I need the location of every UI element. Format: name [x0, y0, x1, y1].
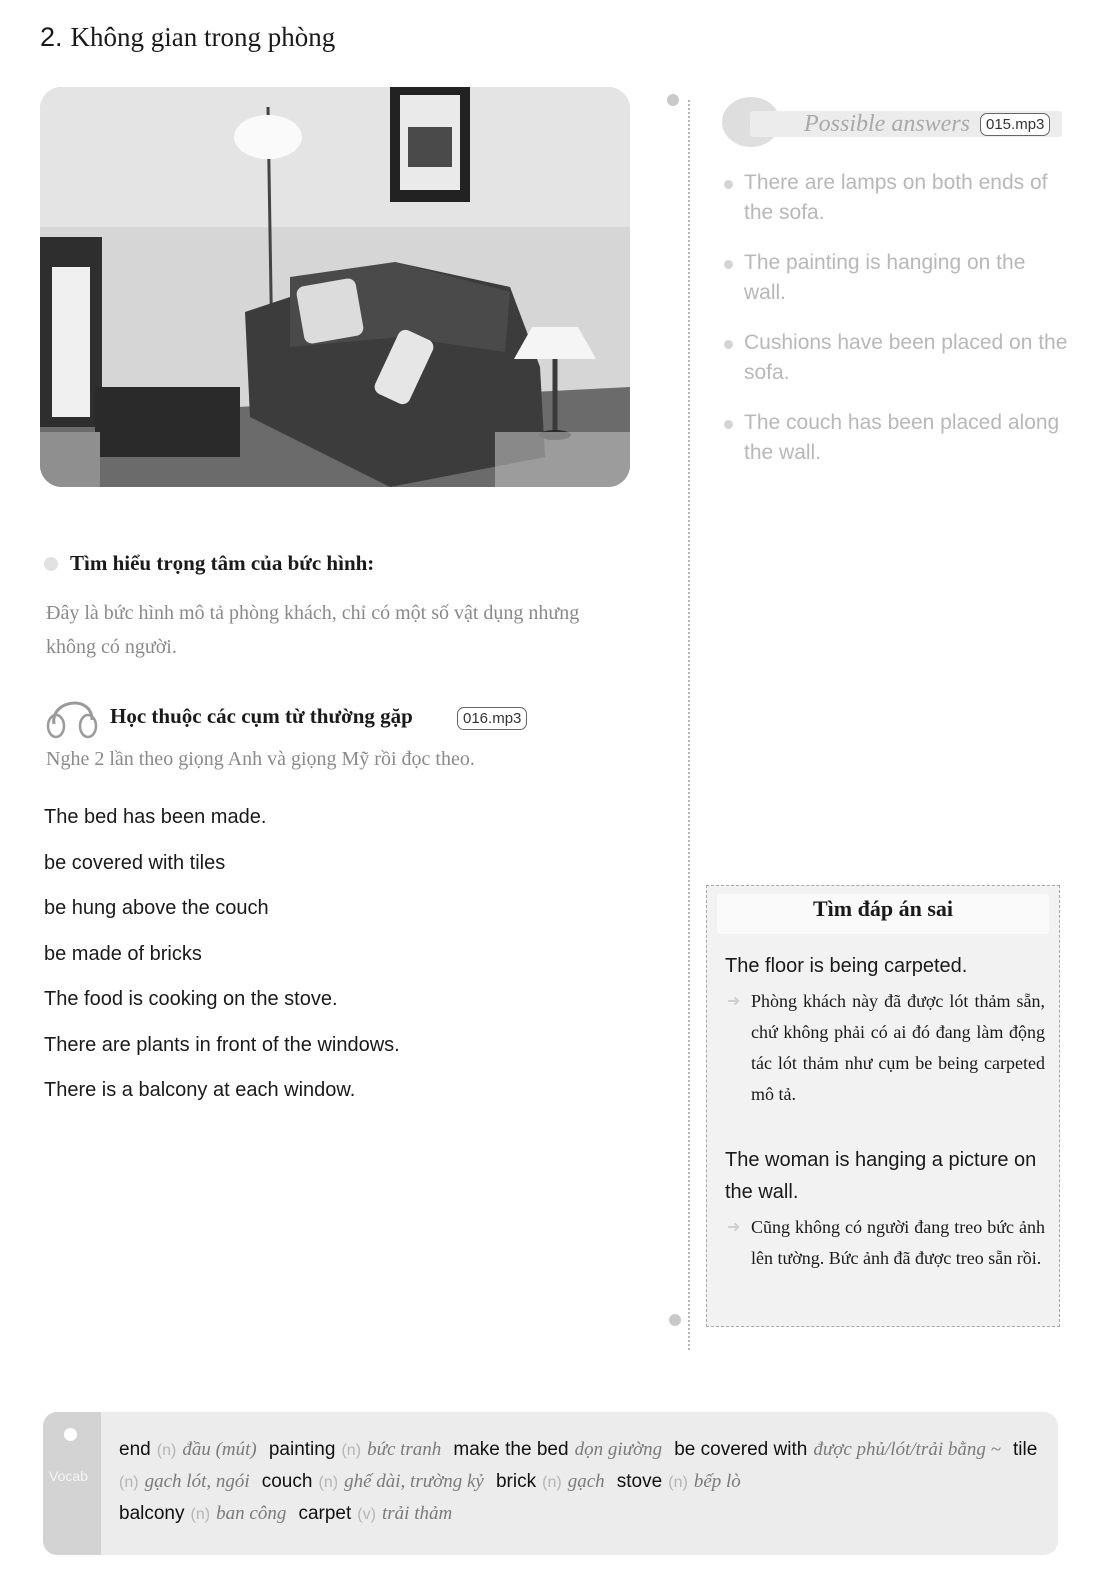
list-item: be hung above the couch — [44, 897, 269, 919]
page-title-number: 2. — [40, 22, 63, 52]
wrong-answer-explanation: ➜ Cũng không có người đang treo bức ảnh lên tường. Bức ảnh đã được treo sẵn rồi. — [725, 1212, 1045, 1274]
divider-dot-bottom — [669, 1314, 681, 1326]
wrong-answer-sentence: The floor is being carpeted. — [725, 955, 968, 977]
bullet-icon — [724, 340, 733, 349]
wrong-answer-item — [725, 950, 1045, 1110]
divider-dot-top — [667, 94, 679, 106]
list-item: be made of bricks — [44, 942, 202, 965]
vocab-entry: balcony (n) ban công — [119, 1503, 287, 1524]
focus-heading: Tìm hiểu trọng tâm của bức hình: — [70, 551, 375, 575]
vocab-bar — [43, 1412, 1058, 1555]
living-room-photo — [40, 87, 630, 487]
vocab-tab — [43, 1412, 101, 1555]
vocab-label: Vocab — [49, 1468, 88, 1484]
list-item: Cushions have been placed on the sofa. — [722, 328, 1072, 388]
page-title-text: Không gian trong phòng — [70, 22, 336, 52]
bullet-icon — [724, 420, 733, 429]
list-item: The couch has been placed along the wall. — [722, 408, 1072, 468]
page-title — [40, 22, 335, 53]
vocab-entry: be covered with được phủ/lót/trải bằng ~ — [674, 1439, 1001, 1460]
wrong-answer-item — [725, 1144, 1045, 1274]
possible-answers-header — [722, 97, 1072, 147]
list-item: The food is cooking on the stove. — [44, 988, 338, 1010]
column-divider — [688, 100, 690, 1350]
wrong-answers-title: Tìm đáp án sai — [813, 896, 953, 921]
possible-answers-title: Possible answers — [804, 111, 971, 137]
wrong-answer-sentence: The woman is hanging a picture on the wall. — [725, 1149, 1037, 1203]
vocab-entry: stove (n) bếp lò — [616, 1471, 741, 1492]
audio-badge-016[interactable]: 016.mp3 — [457, 707, 527, 730]
phrases-heading: Học thuộc các cụm từ thường gặp — [110, 704, 413, 728]
possible-answers-list — [722, 168, 1072, 488]
list-item: There is a balcony at each window. — [44, 1079, 356, 1101]
vocab-entry: brick (n) gạch — [495, 1471, 605, 1492]
audio-badge-015[interactable]: 015.mp3 — [980, 113, 1050, 136]
vocab-entry: tile (n) gạch lót, ngói — [119, 1439, 1038, 1492]
vocab-entry: painting (n) bức tranh — [268, 1439, 442, 1460]
vocab-entry: carpet (v) trải thảm — [298, 1503, 453, 1524]
wrong-answer-explanation: ➜ Phòng khách này đã được lót thảm sẵn, chứ không phải có ai đó đang làm động tác lót thảm như cụm be being carpeted mô tả. — [725, 986, 1045, 1110]
arrow-icon: ➜ — [727, 993, 741, 1010]
focus-bullet-icon — [44, 557, 58, 571]
vocab-entry: make the bed dọn giường — [453, 1439, 663, 1460]
bullet-icon — [724, 180, 733, 189]
bullet-icon — [724, 260, 733, 269]
vocab-list — [119, 1434, 1039, 1530]
phrases-instruction: Nghe 2 lần theo giọng Anh và giọng Mỹ rồi đọc theo. — [46, 748, 475, 770]
living-room-illustration — [40, 87, 630, 487]
vocab-dot-icon — [64, 1428, 77, 1441]
vocab-entry: couch (n) ghế dài, trường kỷ — [261, 1471, 484, 1492]
list-item: There are plants in front of the windows. — [44, 1033, 400, 1056]
phrase-list — [44, 802, 400, 1121]
list-item: The painting is hanging on the wall. — [722, 248, 1072, 308]
vocab-entry: end (n) đầu (mút) — [119, 1439, 257, 1460]
headphones-icon — [44, 690, 102, 740]
list-item: The bed has been made. — [44, 806, 267, 828]
list-item: There are lamps on both ends of the sofa. — [722, 168, 1072, 228]
list-item: be covered with tiles — [44, 851, 226, 874]
wrong-answers-box — [706, 885, 1060, 1327]
focus-body: Đây là bức hình mô tả phòng khách, chỉ có một số vật dụng nhưng không có người. — [46, 602, 580, 658]
arrow-icon: ➜ — [727, 1219, 741, 1236]
